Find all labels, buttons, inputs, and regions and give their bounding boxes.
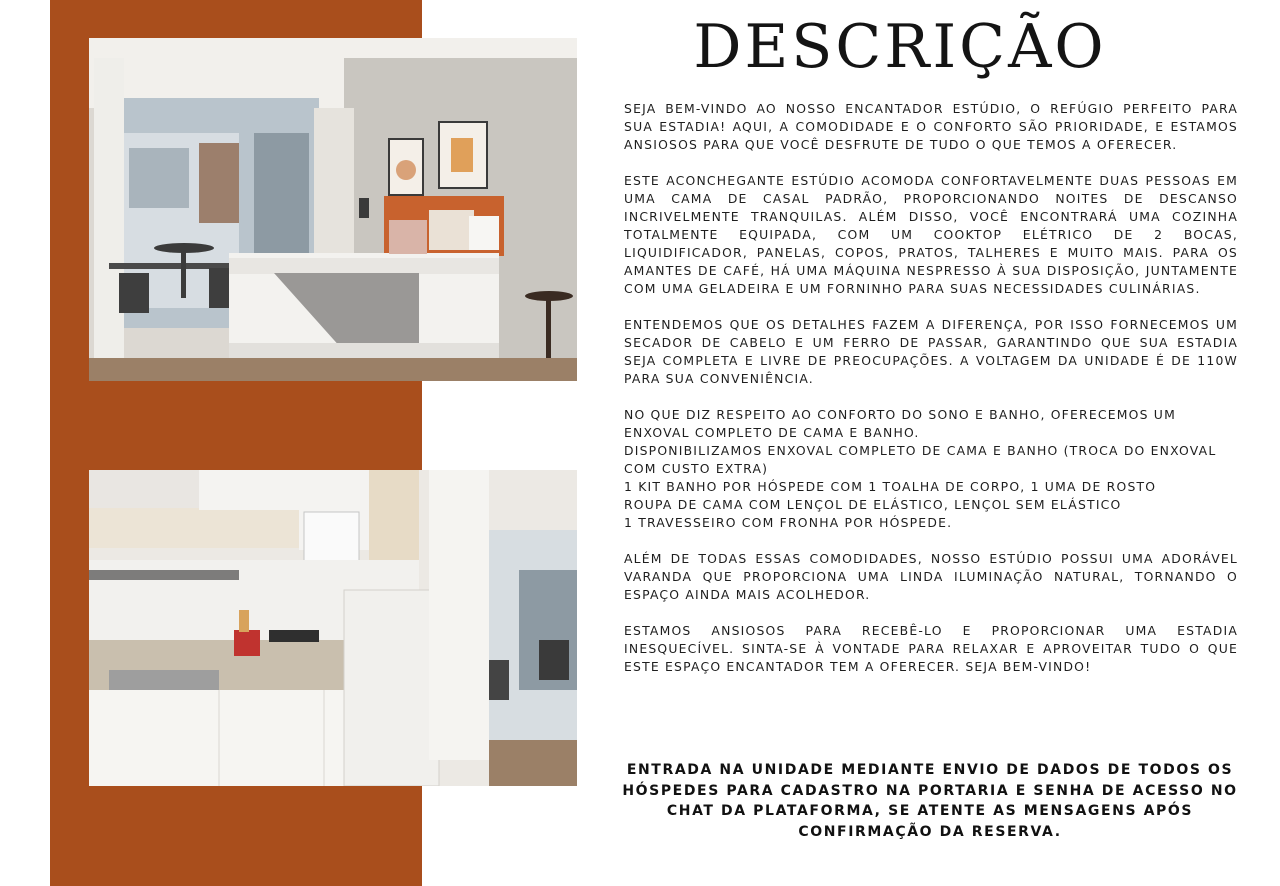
bedroom-photo xyxy=(89,38,577,381)
description-paragraph-details: ENTENDEMOS QUE OS DETALHES FAZEM A DIFERENÇA, POR ISSO FORNECEMOS UM SECADOR DE CABELO E UM FERRO DE PASSAR, GARANTINDO QUE SUA ESTADIA SEJA COMPLETA E LIVRE DE PREOCUPAÇÕES. A VOLTAGEM DA UNIDADE É DE 110W PARA SUA CONVENIÊNCIA. xyxy=(624,317,1238,386)
description-body xyxy=(624,100,1238,694)
linens-line-3: ROUPA DE CAMA COM LENÇOL DE ELÁSTICO, LENÇOL SEM ELÁSTICO xyxy=(624,497,1122,512)
description-paragraph-linens: NO QUE DIZ RESPEITO AO CONFORTO DO SONO E BANHO, OFERECEMOS UM ENXOVAL COMPLETO DE CAMA E BANHO. xyxy=(624,407,1176,440)
description-paragraph-balcony: ALÉM DE TODAS ESSAS COMODIDADES, NOSSO ESTÚDIO POSSUI UMA ADORÁVEL VARANDA QUE PROPORCIONA UMA LINDA ILUMINAÇÃO NATURAL, TORNANDO O ESPAÇO AINDA MAIS ACOLHEDOR. xyxy=(624,551,1238,602)
linens-line-4: 1 TRAVESSEIRO COM FRONHA POR HÓSPEDE. xyxy=(624,515,953,530)
linens-line-2: 1 KIT BANHO POR HÓSPEDE COM 1 TOALHA DE CORPO, 1 UMA DE ROSTO xyxy=(624,479,1157,494)
description-paragraph-welcome: SEJA BEM-VINDO AO NOSSO ENCANTADOR ESTÚDIO, O REFÚGIO PERFEITO PARA SUA ESTADIA! AQUI, A COMODIDADE E O CONFORTO SÃO PRIORIDADE, E ESTAMOS ANSIOSOS PARA QUE VOCÊ DESFRUTE DE TUDO O QUE TEMOS A OFERECER. xyxy=(624,101,1238,152)
kitchen-photo xyxy=(89,470,577,786)
page-title: DESCRIÇÃO xyxy=(693,12,1107,82)
linens-line-1: DISPONIBILIZAMOS ENXOVAL COMPLETO DE CAMA E BANHO (TROCA DO ENXOVAL COM CUSTO EXTRA) xyxy=(624,443,1217,476)
description-paragraph-closing: ESTAMOS ANSIOSOS PARA RECEBÊ-LO E PROPORCIONAR UMA ESTADIA INESQUECÍVEL. SINTA-SE À VONTADE PARA RELAXAR E APROVEITAR TUDO O QUE ESTE ESPAÇO ENCANTADOR TEM A OFERECER. SEJA BEM-VINDO! xyxy=(624,623,1238,674)
description-paragraph-studio: ESTE ACONCHEGANTE ESTÚDIO ACOMODA CONFORTAVELMENTE DUAS PESSOAS EM UMA CAMA DE CASAL PADRÃO, PROPORCIONANDO NOITES DE DESCANSO INCRIVELMENTE TRANQUILAS. ALÉM DISSO, VOCÊ ENCONTRARÁ UMA COZINHA TOTALMENTE EQUIPADA, COM UM COOKTOP ELÉTRICO DE 2 BOCAS, LIQUIDIFICADOR, PANELAS, COPOS, PRATOS, TALHERES E MUITO MAIS. PARA OS AMANTES DE CAFÉ, HÁ UMA MÁQUINA NESPRESSO À SUA DISPOSIÇÃO, JUNTAMENTE COM UMA GELADEIRA E UM FORNINHO PARA SUAS NECESSIDADES CULINÁRIAS. xyxy=(624,173,1238,296)
checkin-notice: ENTRADA NA UNIDADE MEDIANTE ENVIO DE DADOS DE TODOS OS HÓSPEDES PARA CADASTRO NA PORTARIA E SENHA DE ACESSO NO CHAT DA PLATAFORMA, SE ATENTE AS MENSAGENS APÓS CONFIRMAÇÃO DA RESERVA. xyxy=(622,762,1238,840)
